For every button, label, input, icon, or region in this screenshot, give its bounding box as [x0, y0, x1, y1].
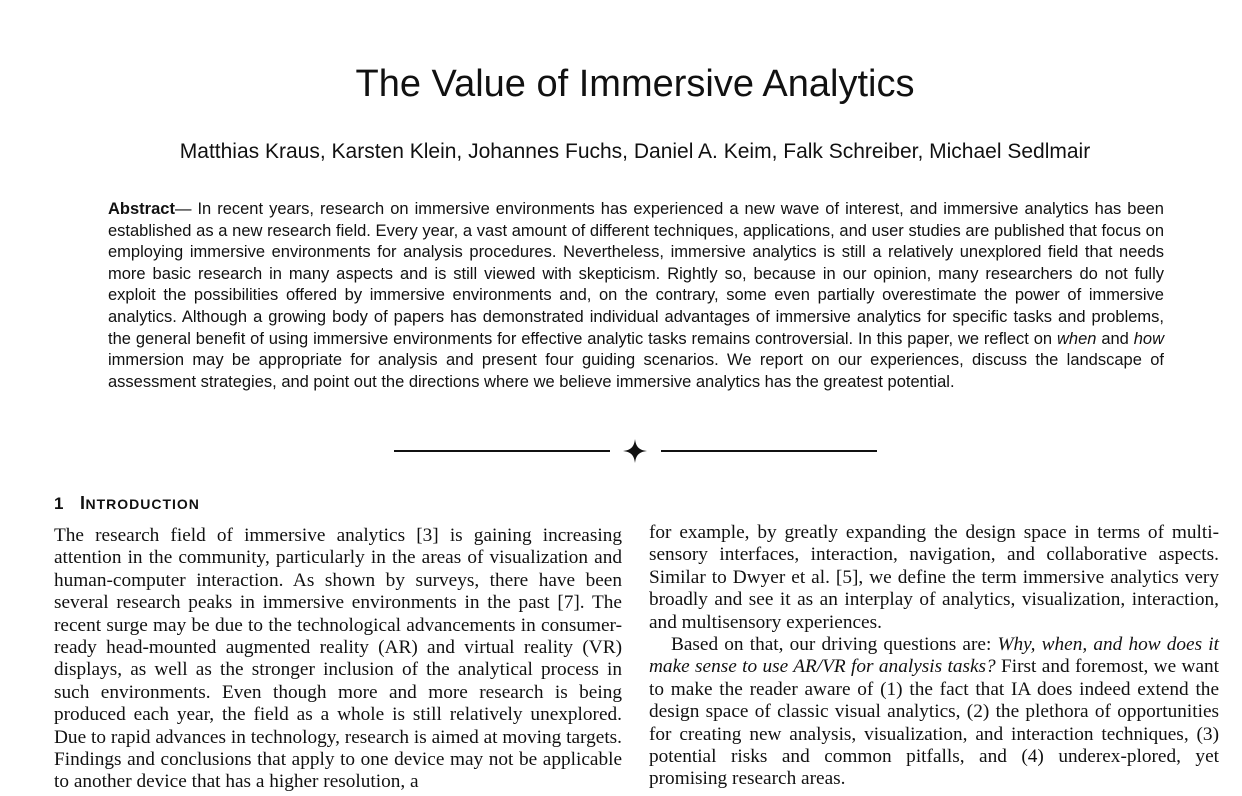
abstract [108, 199, 1164, 393]
section-number: 1 [54, 494, 64, 513]
abstract-emphasis-how: how [1133, 329, 1165, 348]
left-column [54, 525, 622, 794]
four-point-star-icon [622, 438, 648, 464]
abstract-text-part-3: immersion may be appropriate for analysis and present four guiding scenarios. We report on our experiences, discuss the landscape of assessment strategies, and point out the directions where we believe immersive analytics has the greatest potential. [108, 351, 1164, 391]
para-2-start: Based on that, our driving questions are: [671, 634, 998, 656]
section-divider [394, 438, 878, 464]
abstract-text-part-2: and [1096, 329, 1134, 348]
para-2-end: First and foremost, we want to make the reader aware of (1) the fact that IA does indeed extend the design space of classic visual analytics, (2) the plethora of opportunities for creating new analysis, visualization, and interaction techniques, (3) potential risks and common pitfalls, and (4) underex-plored, yet promising research areas. [649, 656, 1219, 790]
author-list: Matthias Kraus, Karsten Klein, Johannes Fuchs, Daniel A. Keim, Falk Schreiber, Michael Sedlmair [179, 140, 1091, 163]
paper-title: The Value of Immersive Analytics [355, 63, 915, 105]
intro-paragraph-continued: for example, by greatly expanding the design space in terms of multi-sensory interfaces, interaction, navigation, and collaborative aspects. Similar to Dwyer et al. [5], we define the term immersive analytics very broadly and see it as an interplay of analytics, visualization, interaction, and multisensory experiences. [649, 522, 1219, 633]
abstract-emphasis-when: when [1056, 329, 1097, 348]
section-heading-introduction [54, 491, 200, 516]
intro-paragraph-2 [649, 634, 1219, 791]
divider-line-right [661, 450, 877, 452]
abstract-label: Abstract [108, 200, 175, 218]
intro-paragraph-1: The research field of immersive analytics [3] is gaining increasing attention in the community, particularly in the areas of visualization and human-computer interaction. As shown by surveys, there have been several research peaks in immersive environments in the past [7]. The recent surge may be due to the technological advancements in consumer-ready head-mounted augmented reality (AR) and virtual reality (VR) displays, as well as the stronger inclusion of the analytical process in such environments. Even though more and more research is being produced each year, the field as a whole is still relatively unexplored. Due to rapid advances in technology, research is aimed at moving targets. Findings and conclusions that apply to one device may not be applicable to another device that has a higher resolution, a [54, 525, 622, 793]
driving-questions: Why, when, and how does it make sense to use AR/VR for analysis tasks? [649, 634, 1219, 678]
abstract-text-part-1: — In recent years, research on immersive environments has experienced a new wave of interest, and immersive analytics has been established as a new research field. Every year, a vast amount of different techniques, applications, and user studies are published that focus on employing immersive environments for analysis procedures. Nevertheless, immersive analytics is still a relatively unexplored field that needs more basic research in many aspects and is still viewed with skepticism. Rightly so, because in our opinion, many researchers do not fully exploit the possibilities offered by immersive environments and, on the contrary, some even partially overestimate the power of immersive analytics. Although a growing body of papers has demonstrated individual advantages of immersive analytics for specific tasks and problems, the general benefit of using immersive environments for effective analytic tasks remains controversial. In this paper, we reflect on [108, 200, 1164, 348]
right-column [649, 522, 1219, 791]
divider-line-left [394, 450, 610, 452]
section-title-rest: NTRODUCTION [85, 496, 200, 512]
section-title-initial: I [79, 493, 86, 513]
